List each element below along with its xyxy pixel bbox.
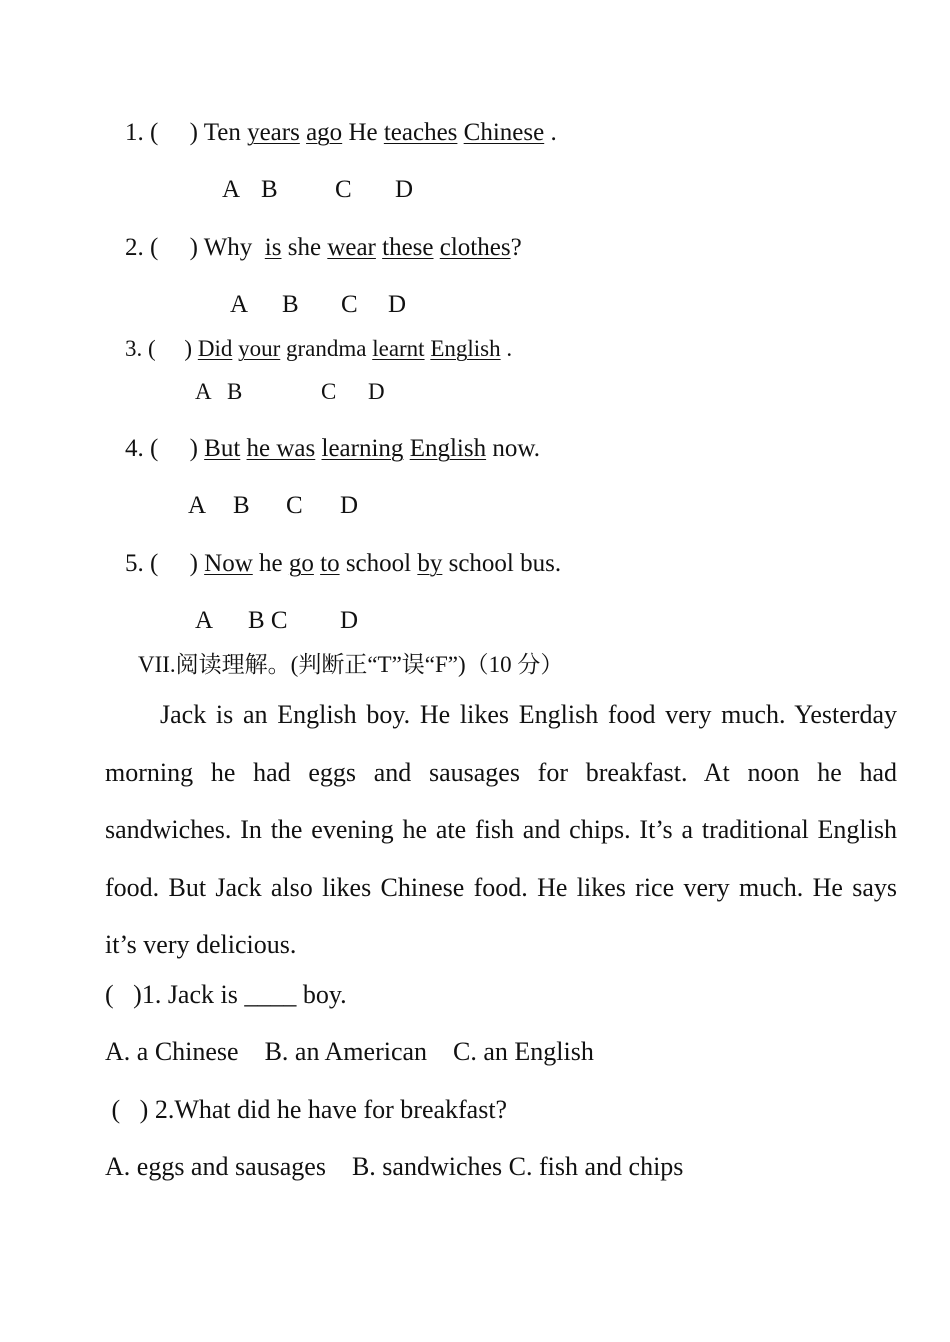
question-3 [125, 334, 512, 364]
reading-question-1-options: A. a Chinese B. an American C. an English [105, 1037, 594, 1066]
spacer: he [252, 550, 289, 577]
letter-c: C [286, 492, 303, 519]
letter-d: D [395, 176, 414, 203]
spacer: grandma [280, 336, 373, 361]
underlined-word-a: years [247, 119, 300, 146]
underlined-word-d: clothes [439, 234, 511, 261]
question-3-prefix: 3. ( ) [125, 336, 198, 361]
question-5-prefix: 5. ( ) [125, 550, 205, 577]
underlined-word-c: teaches [383, 119, 458, 146]
underlined-word-c: learnt [372, 336, 425, 361]
question-1-prefix: 1. ( ) Ten [125, 119, 248, 146]
question-1 [125, 118, 557, 148]
spacer: she [281, 234, 328, 261]
underlined-word-c: to [320, 550, 340, 577]
underlined-word-c: these [382, 234, 434, 261]
underlined-word-a: Now [204, 550, 253, 577]
letter-a: A [230, 291, 249, 318]
underlined-word-d: Chinese [463, 119, 545, 146]
reading-question-1: ( )1. Jack is ____ boy. [105, 980, 347, 1009]
question-5-suffix: school bus. [442, 550, 562, 577]
letter-d: D [340, 492, 359, 519]
letter-b: B [227, 379, 243, 404]
question-4-prefix: 4. ( ) [125, 435, 205, 462]
underlined-word-d: English [409, 435, 487, 462]
letter-b: B [233, 492, 250, 519]
letter-a: A [222, 176, 241, 203]
letter-a: A [195, 379, 212, 404]
letter-d: D [368, 379, 385, 404]
question-2-suffix: ? [510, 234, 522, 261]
reading-question-2-options: A. eggs and sausages B. sandwiches C. fish and chips [105, 1152, 684, 1181]
letter-d: D [340, 607, 359, 634]
letter-bc: B C [248, 607, 288, 634]
reading-question-2: ( ) 2.What did he have for breakfast? [105, 1095, 508, 1124]
reading-passage: Jack is an English boy. He likes English food very much. Yesterday morning he had eggs and sausages for breakfast. At noon he had sandwiches. In the evening he ate fish and chips. It’s a traditional English food. But Jack also likes Chinese food. He likes rice very much. He says it’s very delicious. [105, 700, 897, 959]
letter-b: B [282, 291, 299, 318]
letter-c: C [335, 176, 352, 203]
question-4 [125, 434, 540, 464]
question-5 [125, 549, 561, 579]
question-3-suffix: . [500, 336, 513, 361]
question-1-suffix: . [544, 119, 557, 146]
underlined-word-a: is [264, 234, 282, 261]
underlined-word-d: by [417, 550, 443, 577]
underlined-word-b: go [288, 550, 314, 577]
question-4-suffix: now. [486, 435, 541, 462]
letter-a: A [188, 492, 207, 519]
letter-c: C [341, 291, 358, 318]
underlined-word-b: your [238, 336, 281, 361]
spacer: He [342, 119, 384, 146]
underlined-word-a: But [204, 435, 241, 462]
spacer: school [339, 550, 418, 577]
letter-c: C [321, 379, 337, 404]
underlined-word-c: learning [321, 435, 404, 462]
question-2 [125, 233, 522, 263]
letter-d: D [388, 291, 407, 318]
underlined-word-b: wear [327, 234, 376, 261]
letter-a: A [195, 607, 214, 634]
section-title: VII.阅读理解。(判断正“T”误“F”)（10 分） [138, 652, 564, 677]
underlined-word-b: ago [306, 119, 343, 146]
question-2-prefix: 2. ( ) Why [125, 234, 265, 261]
letter-b: B [261, 176, 278, 203]
underlined-word-a: Did [197, 336, 233, 361]
underlined-word-d: English [430, 336, 501, 361]
underlined-word-b: he was [246, 435, 316, 462]
